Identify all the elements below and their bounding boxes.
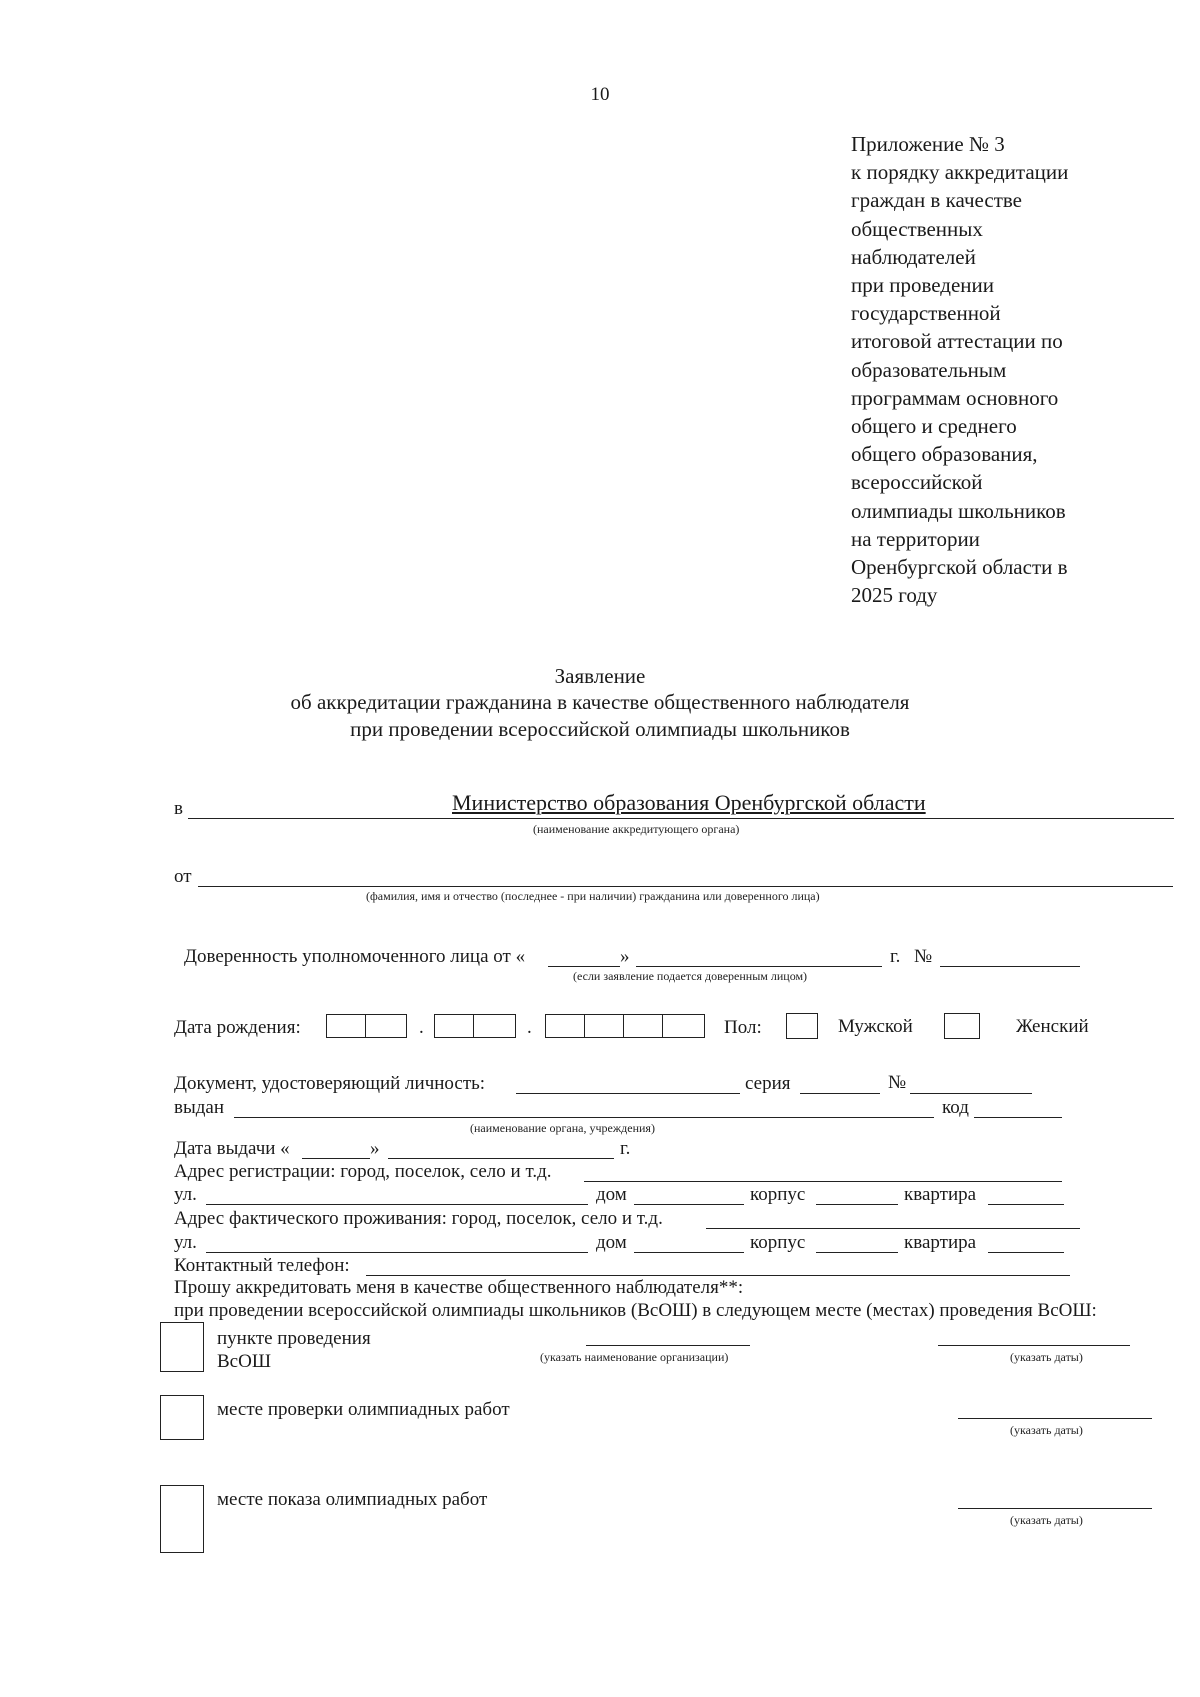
id-doc-label: Документ, удостоверяющий личность: <box>174 1073 486 1094</box>
reg-street-label: ул. <box>174 1184 197 1205</box>
document-heading: Заявление <box>554 664 646 688</box>
poa-day-field[interactable] <box>548 966 620 967</box>
appendix-line: олимпиады школьников <box>851 498 1066 523</box>
gender-female-checkbox[interactable] <box>944 1013 980 1039</box>
option-dates-caption: (указать даты) <box>1010 1423 1083 1437</box>
reg-address-label: Адрес регистрации: город, поселок, село и т.д. <box>174 1161 552 1182</box>
option-checking-works-checkbox[interactable] <box>160 1395 204 1440</box>
dob-day-digit-1[interactable] <box>326 1014 366 1038</box>
poa-month-field[interactable] <box>636 966 882 967</box>
appendix-line: на территории <box>851 526 980 551</box>
appendix-line: при проведении <box>851 273 995 298</box>
id-doc-type-field[interactable] <box>516 1093 740 1094</box>
appendix-line: государственной <box>851 301 1001 326</box>
actual-apartment-field[interactable] <box>988 1252 1064 1253</box>
dob-separator: . <box>419 1017 424 1038</box>
issuer-caption: (наименование органа, учреждения) <box>470 1121 655 1135</box>
to-field-line[interactable] <box>188 818 1174 819</box>
from-caption: (фамилия, имя и отчество (последнее - при наличии) гражданина или доверенного лица) <box>366 889 820 903</box>
gender-male-label: Мужской <box>838 1016 913 1037</box>
option-showing-works-checkbox[interactable] <box>160 1485 204 1553</box>
poa-label: Доверенность уполномоченного лица от « <box>184 946 526 967</box>
request-line: Прошу аккредитовать меня в качестве общественного наблюдателя**: <box>174 1277 744 1298</box>
appendix-line: итоговой аттестации по <box>851 329 1063 354</box>
issue-date-close-quote: » <box>370 1138 380 1159</box>
dob-separator: . <box>527 1017 532 1038</box>
dob-year-digit-1[interactable] <box>545 1014 585 1038</box>
phone-label: Контактный телефон: <box>174 1255 350 1276</box>
option-label: месте показа олимпиадных работ <box>217 1489 488 1510</box>
option-olympiad-point-checkbox[interactable] <box>160 1322 204 1372</box>
appendix-line: образовательным <box>851 357 1007 382</box>
reg-street-field[interactable] <box>206 1204 588 1205</box>
dob-day-digit-2[interactable] <box>365 1014 407 1038</box>
appendix-line: к порядку аккредитации <box>851 160 1069 185</box>
appendix-header <box>851 130 1068 609</box>
actual-building-field[interactable] <box>816 1252 898 1253</box>
from-prefix: от <box>174 866 192 887</box>
dob-label: Дата рождения: <box>174 1017 301 1038</box>
code-field[interactable] <box>974 1117 1062 1118</box>
reg-apartment-field[interactable] <box>988 1204 1064 1205</box>
series-field[interactable] <box>800 1093 880 1094</box>
reg-building-label: корпус <box>750 1184 806 1205</box>
gender-male-checkbox[interactable] <box>786 1013 818 1039</box>
option-dates-field[interactable] <box>958 1418 1152 1419</box>
issue-month-field[interactable] <box>388 1158 614 1159</box>
issue-day-field[interactable] <box>302 1158 370 1159</box>
option-dates-caption: (указать даты) <box>1010 1513 1083 1527</box>
actual-house-label: дом <box>596 1232 627 1253</box>
actual-house-field[interactable] <box>634 1252 744 1253</box>
dob-month-digit-1[interactable] <box>434 1014 474 1038</box>
reg-locality-field[interactable] <box>584 1181 1062 1182</box>
to-caption: (наименование аккредитующего органа) <box>533 822 740 836</box>
reg-building-field[interactable] <box>816 1204 898 1205</box>
dob-month-digit-2[interactable] <box>473 1014 516 1038</box>
dob-year-digit-3[interactable] <box>623 1014 663 1038</box>
appendix-line: общего и среднего <box>851 414 1017 439</box>
actual-address-label: Адрес фактического проживания: город, поселок, село и т.д. <box>174 1208 663 1229</box>
poa-number-field[interactable] <box>940 966 1080 967</box>
appendix-line: Оренбургской области в <box>851 555 1068 580</box>
phone-field[interactable] <box>366 1275 1070 1276</box>
issue-date-label: Дата выдачи « <box>174 1138 290 1159</box>
option-label: пункте проведения <box>217 1328 371 1349</box>
poa-close-quote: » <box>620 946 630 967</box>
appendix-line: граждан в качестве <box>851 188 1022 213</box>
number-label: № <box>888 1072 907 1093</box>
appendix-line: общего образования, <box>851 442 1038 467</box>
appendix-line: программам основного <box>851 385 1059 410</box>
issued-label: выдан <box>174 1097 225 1118</box>
actual-street-field[interactable] <box>206 1252 588 1253</box>
appendix-line: общественных <box>851 216 983 241</box>
appendix-line: Приложение № 3 <box>851 132 1005 156</box>
appendix-line: 2025 году <box>851 583 938 608</box>
reg-house-field[interactable] <box>634 1204 744 1205</box>
option-org-field[interactable] <box>586 1345 750 1346</box>
series-label: серия <box>745 1073 791 1094</box>
gender-label: Пол: <box>724 1017 762 1038</box>
option-org-caption: (указать наименование организации) <box>540 1350 729 1364</box>
issue-year-label: г. <box>620 1138 631 1159</box>
dob-year-digit-4[interactable] <box>662 1014 705 1038</box>
option-dates-field[interactable] <box>958 1508 1152 1509</box>
id-number-field[interactable] <box>910 1093 1032 1094</box>
dob-year-digit-2[interactable] <box>584 1014 624 1038</box>
option-label: месте проверки олимпиадных работ <box>217 1399 510 1420</box>
request-line: при проведении всероссийской олимпиады школьников (ВсОШ) в следующем месте (местах) проведения ВсОШ: <box>174 1300 1097 1321</box>
reg-apartment-label: квартира <box>904 1184 977 1205</box>
actual-building-label: корпус <box>750 1232 806 1253</box>
actual-locality-field[interactable] <box>706 1228 1080 1229</box>
poa-number-label: № <box>914 946 933 967</box>
to-value: Министерство образования Оренбургской области <box>452 790 926 815</box>
option-dates-caption: (указать даты) <box>1010 1350 1083 1364</box>
option-label: ВсОШ <box>217 1351 271 1372</box>
poa-year-label: г. <box>890 946 901 967</box>
gender-female-label: Женский <box>1016 1016 1089 1037</box>
issuer-field[interactable] <box>234 1117 934 1118</box>
document-title-line: об аккредитации гражданина в качестве общественного наблюдателя <box>290 690 910 714</box>
reg-house-label: дом <box>596 1184 627 1205</box>
option-dates-field[interactable] <box>938 1345 1130 1346</box>
appendix-line: всероссийской <box>851 470 983 495</box>
document-title-line: при проведении всероссийской олимпиады школьников <box>350 717 850 741</box>
appendix-line: наблюдателей <box>851 244 976 269</box>
code-label: код <box>942 1097 969 1118</box>
actual-street-label: ул. <box>174 1232 197 1253</box>
to-prefix: в <box>174 798 183 819</box>
poa-caption: (если заявление подается доверенным лицом) <box>573 969 808 983</box>
page-number: 10 <box>590 84 610 105</box>
from-field-line[interactable] <box>198 886 1173 887</box>
actual-apartment-label: квартира <box>904 1232 977 1253</box>
